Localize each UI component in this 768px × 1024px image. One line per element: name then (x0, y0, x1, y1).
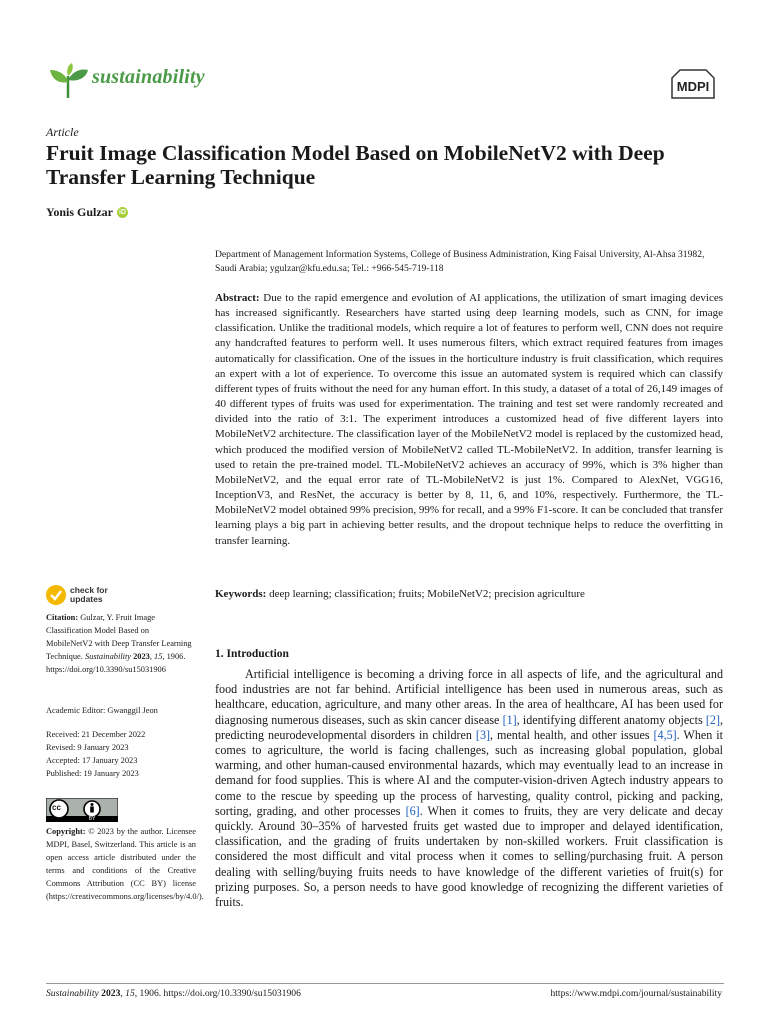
cc-by-license-badge[interactable] (46, 798, 118, 822)
journal-logo-icon (46, 62, 90, 100)
cc-icon: cc (52, 803, 61, 812)
cc-by-label: BY (88, 816, 96, 822)
copyright-text: © 2023 by the author. Licensee MDPI, Basel, Switzerland. This article is an open access article distributed under the terms and conditions of the Creative Commons Attribution (CC BY) license (https://creativecommons.org/licenses/by/4.0/). (46, 827, 204, 901)
citation-block: Citation: Gulzar, Y. Fruit Image Classification Model Based on MobileNetV2 with Deep Transfer Learning Technique. Sustainability 2023, 15, 1906. https://doi.org/10.3390/su15031906 (46, 613, 192, 674)
intro-text: , predicting neurodevelopmental disorders in children (215, 712, 724, 742)
section-heading: 1. Introduction (215, 648, 289, 660)
citation-journal: Sustainability (84, 651, 132, 661)
received-date: Received: 21 December 2022 (46, 730, 146, 739)
intro-text: . When it comes to agriculture, the world is facing challenges, such as increasing global population, global warming, and other human-caused environmental hazards, which may eventually lead to an increase in demand for food supplies. This is where AI and the computer-vision-driven Agtech industry appears to come to the rescue by speeding up the process of harvesting, quality control, picking and packing, sorting, grading, and other processes (215, 727, 723, 818)
citation-label: Citation: (46, 613, 79, 622)
check-updates-label: check for updates (70, 585, 108, 604)
keywords (215, 587, 723, 602)
revised-date: Revised: 9 January 2023 (46, 742, 129, 752)
check-for-updates-button[interactable] (46, 584, 126, 606)
footer-year: 2023 (101, 988, 121, 999)
reference-link[interactable]: [2] (705, 712, 720, 727)
footer-journal: Sustainability (46, 988, 99, 999)
intro-text: , identifying different anatomy objects (516, 712, 706, 727)
abstract-label: Abstract: (215, 292, 260, 304)
citation-volume: 15 (154, 651, 163, 661)
copyright-label: Copyright: (46, 827, 86, 836)
citation-doi[interactable]: , 1906. https://doi.org/10.3390/su15031906 (46, 651, 186, 674)
abstract-text: Due to the rapid emergence and evolution of AI applications, the utilization of smart imaging devices has increased significantly. Researchers have started using deep learning models, such as CNN, for image classification. Unlike the traditional models, which require a lot of features to perform well, CNN does not require any handcrafted features to perform well. It uses numerous filters, which extract required features from images automatically for classification. One of the issues in the horticulture industry is fruit classification, which requires an expert with a lot of experience. To overcome this issue an automated system is required which can classify different types of fruits without the need for any human effort. In this study, a dataset of a total of 26,149 images of 40 different types of fruits was used for experimentation. The training and test set were randomly recreated and divided into the ratio of 3:1. The experiment introduces a customized head of five different layers into MobileNetV2 architecture. The classification layer of the MobileNetV2 model is replaced by the customized head, which produced the modified version of MobileNetV2 called TL-MobileNetV2. In addition, transfer learning is used to retain the pre-trained model. TL-MobileNetV2 achieves an accuracy of 99%, which is 3% higher than MobileNetV2, and the equal error rate of TL-MobileNetV2 is just 1%. Compared to AlexNet, VGG16, InceptionV3, and ResNet, the accuracy is better by 8, 11, 6, and 10%, respectively. Furthermore, the TL-MobileNetV2 model obtained 99% precision, 99% for recall, and a 99% F1-score. It can be concluded that transfer learning plays a big part in achieving better results, and the dropout technique helps to reduce the overfitting in transfer learning. (215, 292, 724, 547)
publisher-name: MDPI (676, 79, 710, 94)
reference-link[interactable]: [1] (502, 712, 517, 727)
mdpi-logo (666, 68, 720, 102)
author-name: Yonis Gulzar (46, 205, 114, 219)
reference-link[interactable]: [6] (405, 803, 420, 818)
reference-link[interactable]: [3] (475, 727, 491, 742)
dates-block (46, 729, 196, 781)
academic-editor: Academic Editor: Gwanggil Jeon (46, 706, 158, 715)
footer-journal-url[interactable]: https://www.mdpi.com/journal/sustainability (550, 988, 722, 999)
keywords-label: Keywords: (215, 588, 267, 600)
affiliation: Department of Management Information Systems, College of Business Administration, King Faisal University, Al-Ahsa 31982, Saudi Arabia; ygulzar@kfu.edu.sa; Tel.: +966-545-719-118 (215, 249, 705, 274)
article-type: Article (46, 125, 79, 139)
footer-volume: 15 (125, 988, 135, 999)
accepted-date: Accepted: 17 January 2023 (46, 755, 138, 765)
citation-text: Gulzar, Y. Fruit Image Classification Model Based on MobileNetV2 with Deep Transfer Learning Technique. (46, 613, 192, 661)
orcid-icon[interactable]: iD (119, 209, 127, 216)
footer-citation: Sustainability 2023, 15, 1906. https://doi.org/10.3390/su15031906 (46, 988, 301, 999)
check-updates-icon (46, 585, 66, 605)
abstract (215, 291, 723, 549)
intro-text: , mental health, and other issues (490, 727, 654, 742)
published-date: Published: 19 January 2023 (46, 768, 139, 778)
intro-text: . When it comes to fruits, they are very delicate and decay quickly. Around 30–35% of harvested fruits get wasted due to improper and delayed identification, classification, and the grading of fruits undertaken by non-skilled workers. Fruit classification is considered the most difficult and vital process when it comes to selling/purchasing fruit. A person dealing with selling/buying fruits needs to have knowledge of the different varieties of fruit(s) for prizing purposes. So, a person needs to have good knowledge of recognizing the different varieties of fruits. (215, 803, 724, 910)
intro-text: Artificial intelligence is becoming a driving force in all aspects of life, and the agricultural and food industries are not far behind. Artificial intelligence has been used in numerous areas, such as healthcare, education, agriculture, and many other areas. In the area of healthcare, AI has been used for diagnosing numerous diseases, such as skin cancer disease (215, 667, 723, 727)
reference-link[interactable]: [4,5] (653, 727, 677, 742)
copyright-block (46, 826, 204, 903)
intro-paragraph (215, 667, 723, 910)
author-line (46, 205, 128, 220)
article-title: Fruit Image Classification Model Based on MobileNetV2 with Deep Transfer Learning Technique (46, 141, 665, 189)
footer-doi[interactable]: , 1906. https://doi.org/10.3390/su15031906 (134, 988, 301, 999)
footer-divider (46, 983, 724, 984)
journal-name: sustainability (92, 66, 205, 88)
citation-year: 2023 (133, 651, 150, 661)
keywords-text: deep learning; classification; fruits; MobileNetV2; precision agriculture (269, 588, 585, 600)
